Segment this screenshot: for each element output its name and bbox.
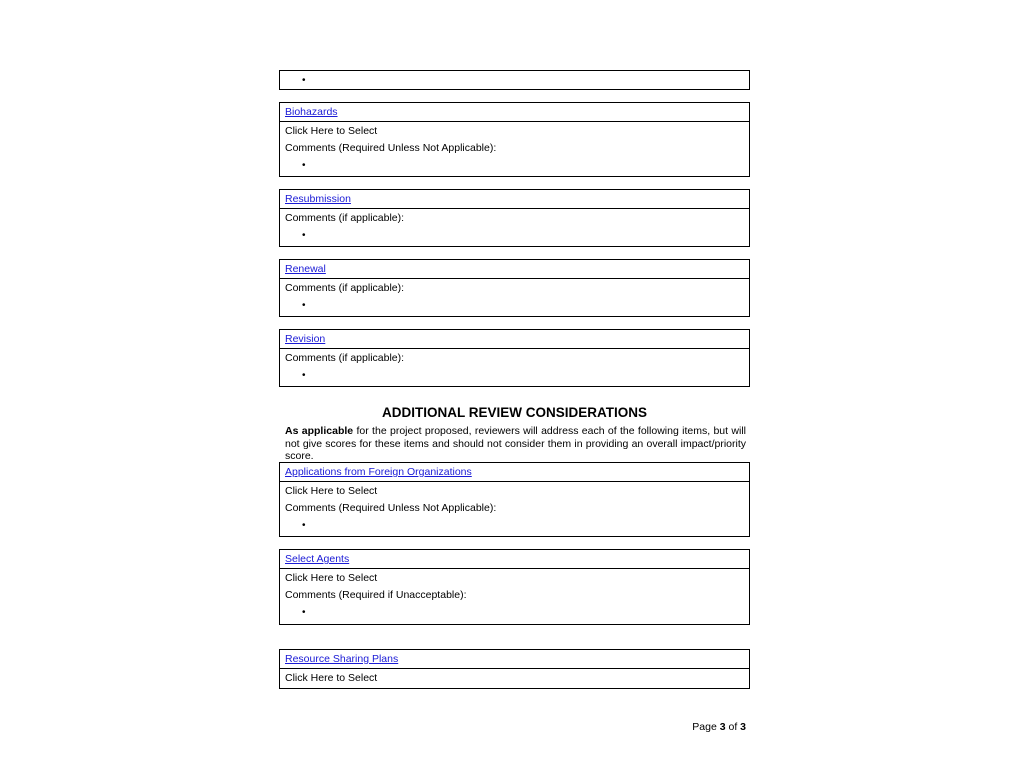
- page-prefix: Page: [692, 721, 720, 733]
- additional-review-body: for the project proposed, reviewers will address each of the following items, but will not give scores for these items and should not consider them in providing an overall impact/priority score.: [285, 425, 746, 462]
- biohazards-header: [280, 103, 749, 122]
- revision-header: [280, 330, 749, 349]
- select-agents-header: [280, 550, 749, 569]
- resource-sharing-section: [279, 649, 750, 689]
- biohazards-comments-label: Comments (Required Unless Not Applicable):: [285, 142, 497, 154]
- as-applicable-lead: As applicable: [285, 425, 354, 437]
- foreign-organizations-select[interactable]: Click Here to Select: [285, 485, 378, 497]
- foreign-organizations-comments-label: Comments (Required Unless Not Applicable):: [285, 502, 497, 514]
- bullet: •: [302, 520, 306, 531]
- resource-sharing-select[interactable]: Click Here to Select: [285, 672, 378, 684]
- biohazards-link[interactable]: Biohazards: [285, 106, 338, 118]
- page-number: [692, 721, 746, 733]
- revision-section: [279, 329, 750, 387]
- select-agents-section: [279, 549, 750, 625]
- revision-link[interactable]: Revision: [285, 333, 326, 345]
- resubmission-comments-label: Comments (if applicable):: [285, 212, 405, 224]
- select-agents-link[interactable]: Select Agents: [285, 553, 350, 565]
- resource-sharing-link[interactable]: Resource Sharing Plans: [285, 653, 399, 665]
- bullet: •: [302, 230, 306, 241]
- top-comment-box: [279, 70, 750, 90]
- page-total: 3: [740, 721, 746, 733]
- revision-comments-label: Comments (if applicable):: [285, 352, 405, 364]
- resubmission-section: [279, 189, 750, 247]
- resource-sharing-header: [280, 650, 749, 669]
- bullet: •: [302, 370, 306, 381]
- bullet: •: [302, 75, 306, 86]
- bullet: •: [302, 160, 306, 171]
- biohazards-select[interactable]: Click Here to Select: [285, 125, 378, 137]
- additional-review-description: [285, 425, 746, 463]
- select-agents-comments-label: Comments (Required if Unacceptable):: [285, 589, 467, 601]
- biohazards-section: [279, 102, 750, 177]
- renewal-header: [280, 260, 749, 279]
- select-agents-select[interactable]: Click Here to Select: [285, 572, 378, 584]
- foreign-organizations-header: [280, 463, 749, 482]
- renewal-link[interactable]: Renewal: [285, 263, 326, 275]
- foreign-organizations-section: [279, 462, 750, 537]
- resubmission-link[interactable]: Resubmission: [285, 193, 351, 205]
- bullet: •: [302, 300, 306, 311]
- additional-review-heading: ADDITIONAL REVIEW CONSIDERATIONS: [381, 405, 647, 420]
- foreign-organizations-link[interactable]: Applications from Foreign Organizations: [285, 466, 472, 478]
- resubmission-header: [280, 190, 749, 209]
- page-of: of: [725, 721, 741, 733]
- renewal-section: [279, 259, 750, 317]
- page-current: 3: [719, 721, 726, 733]
- bullet: •: [302, 607, 306, 618]
- renewal-comments-label: Comments (if applicable):: [285, 282, 405, 294]
